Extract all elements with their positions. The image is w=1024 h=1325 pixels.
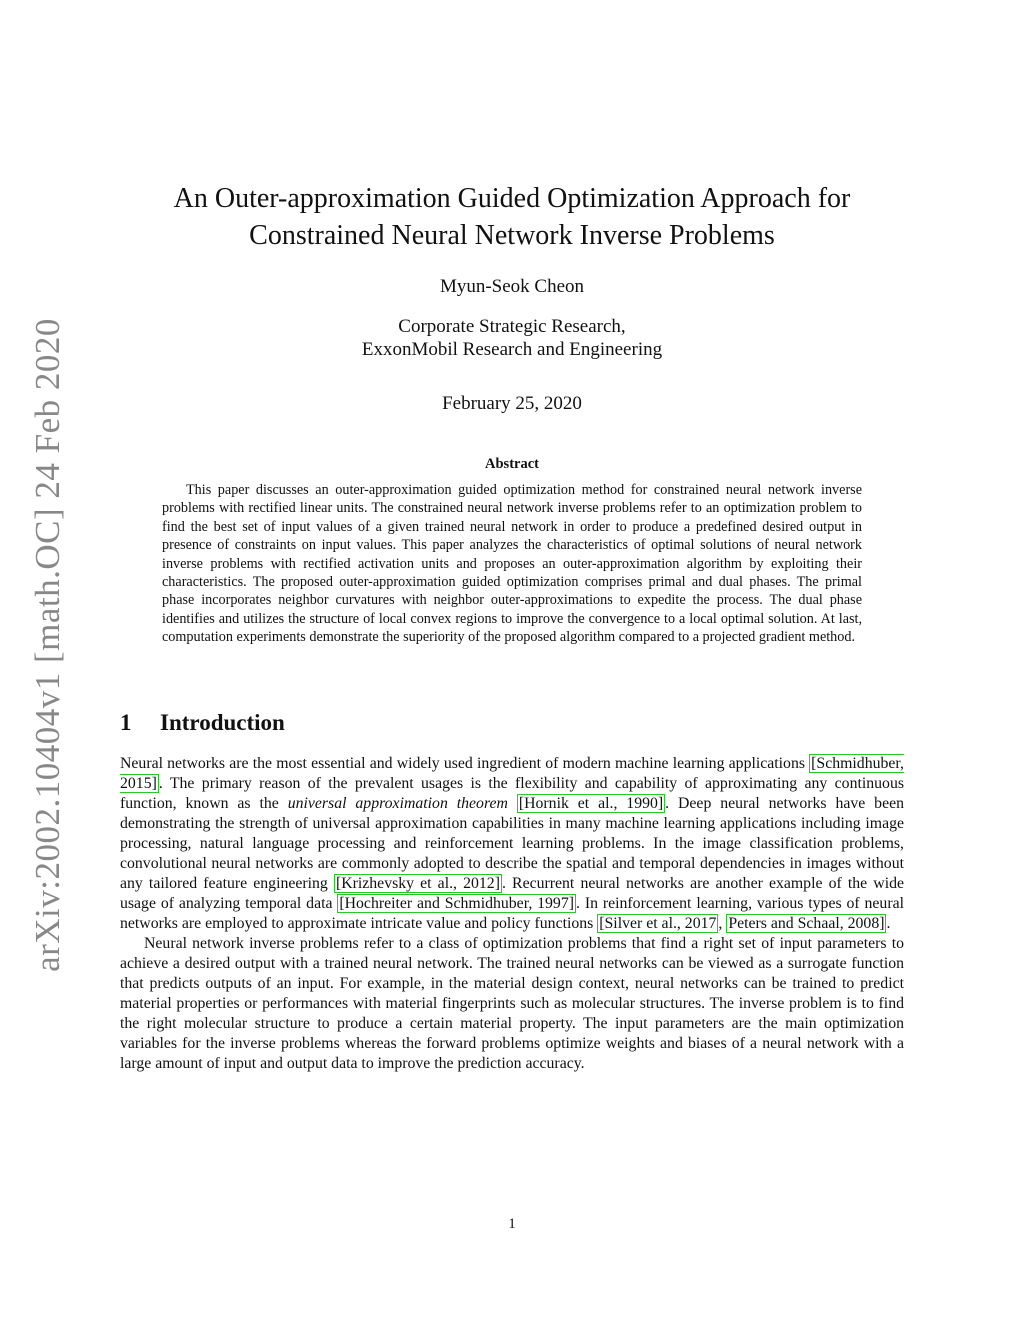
page-number: 1 (508, 1216, 516, 1232)
citation-link-hochreiter-1997[interactable]: [Hochreiter and Schmidhuber, 1997] (339, 895, 574, 912)
publication-date: February 25, 2020 (442, 393, 582, 414)
arxiv-identifier: arXiv:2002.10404v1 [math.OC] 24 Feb 2020 (28, 318, 67, 972)
paragraph-text: . (886, 915, 891, 932)
paper-title (100, 180, 924, 254)
paragraph-text: , (718, 915, 727, 932)
italic-term: universal approximation theorem (287, 795, 508, 812)
citation-link-schmidhuber-2015[interactable]: [Schmidhuber, 2015] (120, 755, 904, 792)
paragraph-text: . In reinforcement learning, various types of neural networks are employed to approximate intricate value and policy functions (120, 895, 904, 932)
paragraph-text: . Deep neural networks have been demonstrating the strength of universal approximation capabilities in many machine learning applications including image processing, natural language processing and reinforcement learning problems. In the image classification problems, convolutional neural networks are commonly adopted to describe the spatial and temporal dependencies in images without any tailored feature engineering (120, 795, 905, 892)
citation-link-hornik-1990[interactable]: [Hornik et al., 1990] (518, 795, 664, 812)
intro-paragraph-1 (120, 754, 904, 934)
citation-link-peters-2008[interactable]: Peters and Schaal, 2008] (728, 915, 885, 932)
section-title: Introduction (160, 710, 285, 735)
intro-paragraph-2: Neural network inverse problems refer to a class of optimization problems that find a right set of input parameters to achieve a desired output with a trained neural network. The trained neural networks can be viewed as a surrogate function that predicts outputs of an input. For example, in the material design context, neural networks can be trained to predict material properties or performances with material fingerprints such as molecular structures. The inverse problem is to find the right molecular structure to produce a certain material property. The input parameters are the main optimization variables for the inverse problems whereas the forward problems optimize weights and biases of a neural network with a large amount of input and output data to improve the prediction accuracy. (120, 935, 904, 1072)
author-affiliation (100, 315, 924, 361)
section-number: 1 (120, 710, 132, 735)
paragraph-text: Neural networks are the most essential and widely used ingredient of modern machine learning applications (120, 755, 810, 772)
affiliation-line-1: Corporate Strategic Research, (398, 316, 626, 337)
title-line-2: Constrained Neural Network Inverse Problems (249, 220, 775, 251)
introduction-body (120, 754, 904, 1074)
paragraph-text: . Recurrent neural networks are another example of the wide usage of analyzing temporal data (120, 875, 904, 912)
abstract-text: This paper discusses an outer-approximation guided optimization method for constrained neural network inverse problems with rectified linear units. The constrained neural network inverse problems refer to an optimization problem to find the best set of input values of a given trained neural network in order to produce a predefined desired output in presence of constraints on input values. This paper analyzes the characteristics of optimal solutions of neural network inverse problems with rectified activation units and proposes an outer-approximation algorithm by exploiting their characteristics. The proposed outer-approximation guided optimization comprises primal and dual phases. The primal phase incorporates neighbor curvatures with neighbor outer-approximations to expedite the process. The dual phase identifies and utilizes the structure of local convex regions to improve the convergence to a local optimal solution. At last, computation experiments demonstrate the superiority of the proposed algorithm compared to a projected gradient method. (162, 482, 862, 646)
paragraph-text: . The primary reason of the prevalent usages is the flexibility and capability of approximating any continuous function, known as the (120, 775, 904, 812)
affiliation-line-2: ExxonMobil Research and Engineering (361, 339, 663, 360)
section-heading (120, 710, 285, 736)
citation-link-silver-2017[interactable]: [Silver et al., 2017 (599, 915, 717, 932)
abstract-heading: Abstract (485, 456, 539, 472)
citation-link-krizhevsky-2012[interactable]: [Krizhevsky et al., 2012] (335, 875, 500, 892)
author-name: Myun-Seok Cheon (439, 276, 585, 297)
paragraph-text (508, 795, 517, 812)
title-line-1: An Outer-approximation Guided Optimization Approach for (173, 183, 851, 214)
